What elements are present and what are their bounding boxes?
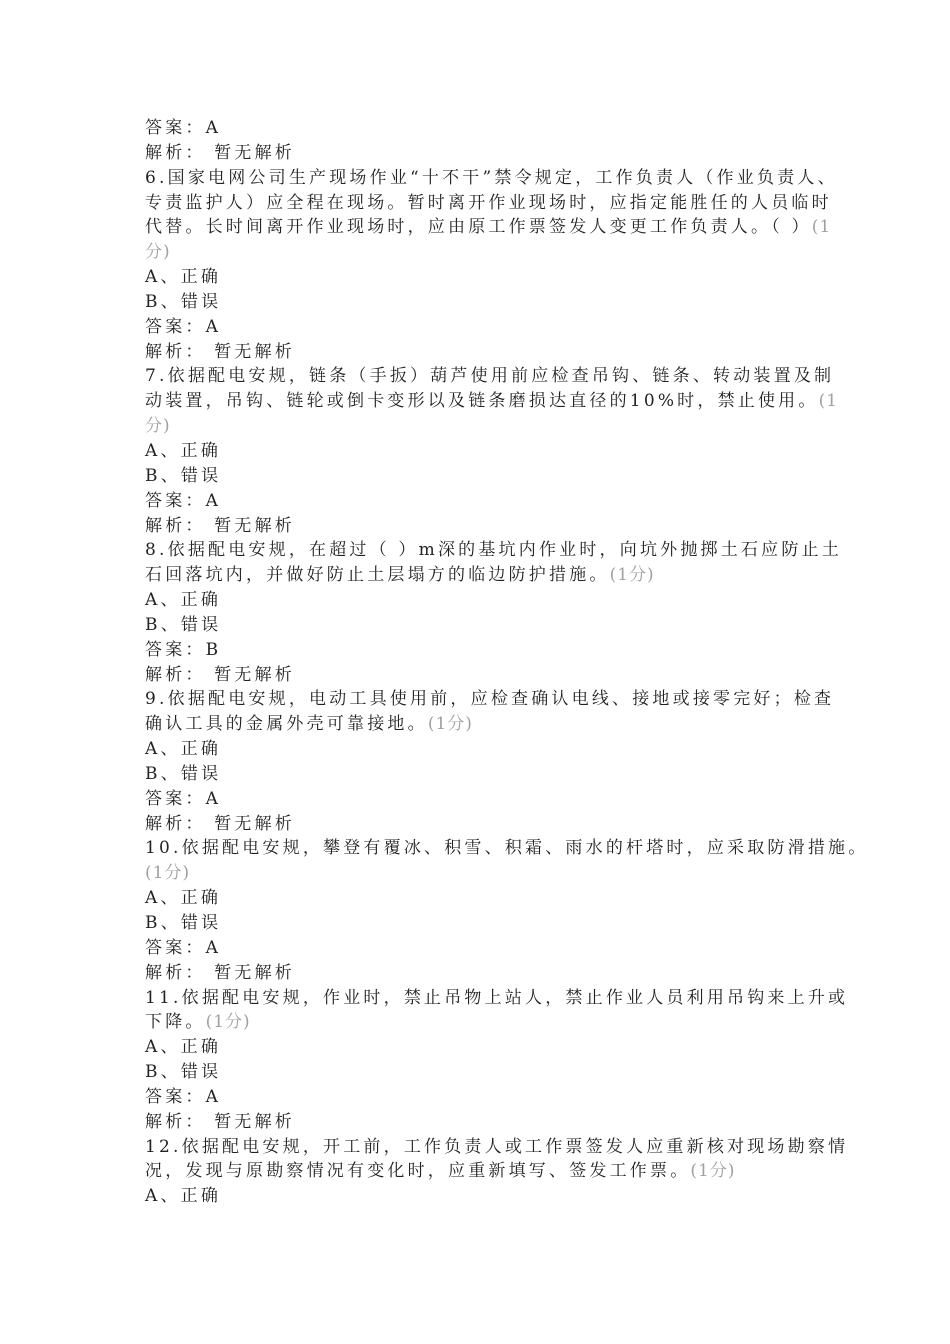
question-stem-line bbox=[145, 712, 825, 737]
question-stem-line bbox=[145, 414, 825, 439]
analysis-line: 解析： 暂无解析 bbox=[145, 1111, 296, 1132]
question bbox=[145, 538, 842, 687]
score-label: (1分) bbox=[609, 565, 655, 586]
analysis-line: 解析： 暂无解析 bbox=[145, 813, 296, 834]
stem-text: 8.依据配电安规，在超过（ ）m深的基坑内作业时，向坑外抛掷土石应防止土 bbox=[145, 540, 842, 561]
question-stem-line bbox=[145, 191, 832, 216]
option-line: B、错误 bbox=[145, 763, 222, 784]
question bbox=[145, 166, 838, 365]
question-stem-line bbox=[145, 836, 869, 861]
question-stem-line bbox=[145, 215, 832, 240]
analysis-line: 解析： 暂无解析 bbox=[145, 664, 296, 685]
question-stem-line bbox=[145, 861, 825, 886]
score-label: (1 bbox=[811, 217, 832, 238]
option-line: A、正确 bbox=[145, 440, 222, 461]
score-label: (1分) bbox=[205, 1012, 251, 1033]
question bbox=[145, 1135, 849, 1210]
stem-text: 9.依据配电安规，电动工具使用前，应检查确认电线、接地或接零完好；检查 bbox=[145, 689, 835, 710]
option-line: B、错误 bbox=[145, 614, 222, 635]
answer-line: 答案：A bbox=[145, 788, 222, 809]
question bbox=[145, 364, 839, 538]
document-body bbox=[145, 116, 869, 1209]
analysis-line: 解析： 暂无解析 bbox=[145, 142, 296, 163]
question-stem-line bbox=[145, 538, 842, 563]
answer-line: 答案：A bbox=[145, 1086, 222, 1107]
stem-text: 12.依据配电安规，开工前，工作负责人或工作票签发人应重新核对现场勘察情 bbox=[145, 1136, 849, 1157]
option-line: B、错误 bbox=[145, 913, 222, 933]
stem-text: 况，发现与原勘察情况有变化时，应重新填写、签发工作票。 bbox=[145, 1161, 691, 1182]
answer-line: 答案：A bbox=[145, 118, 222, 138]
option-line: A、正确 bbox=[145, 1186, 222, 1207]
question bbox=[145, 986, 849, 1135]
stem-text: 下降。 bbox=[145, 1012, 206, 1033]
stem-text: 6.国家电网公司生产现场作业“十不干”禁令规定，工作负责人（作业负责人、 bbox=[145, 167, 838, 188]
question-stem-line bbox=[145, 563, 825, 588]
score-label: 分) bbox=[145, 416, 171, 437]
analysis-line: 解析： 暂无解析 bbox=[145, 962, 296, 983]
question-stem-line bbox=[145, 687, 835, 712]
option-line: B、错误 bbox=[145, 465, 222, 486]
question bbox=[145, 836, 869, 985]
score-label: (1分) bbox=[145, 863, 191, 884]
question-stem-line bbox=[145, 1159, 825, 1184]
answer-line: 答案：A bbox=[145, 490, 222, 511]
question-stem-line bbox=[145, 1010, 825, 1035]
question-stem-line bbox=[145, 986, 849, 1011]
stem-text: 11.依据配电安规，作业时，禁止吊物上站人，禁止作业人员利用吊钩来上升或 bbox=[145, 987, 849, 1008]
option-line: A、正确 bbox=[145, 739, 222, 760]
question-stem-line bbox=[145, 1135, 849, 1160]
answer-line: 答案：A bbox=[145, 937, 222, 958]
stem-text: 10.依据配电安规，攀登有覆冰、积雪、积霜、雨水的杆塔时，应采取防滑措施。 bbox=[145, 838, 869, 859]
question bbox=[145, 687, 835, 836]
question-stem-line bbox=[145, 240, 825, 265]
answer-line: 答案：A bbox=[145, 316, 222, 337]
answer-line: 答案：B bbox=[145, 639, 222, 660]
question-stem-line bbox=[145, 166, 838, 191]
option-line: A、正确 bbox=[145, 267, 222, 288]
option-line: A、正确 bbox=[145, 590, 222, 611]
option-line: A、正确 bbox=[145, 1037, 222, 1058]
stem-text: 动装置，吊钩、链轮或倒卡变形以及链条磨损达直径的10%时，禁止使用。 bbox=[145, 391, 819, 412]
stem-text: 确认工具的金属外壳可靠接地。 bbox=[145, 714, 428, 735]
score-label: (1分) bbox=[427, 714, 473, 735]
stem-text: 代替。长时间离开作业现场时，应由原工作票签发人变更工作负责人。（ ） bbox=[145, 217, 812, 238]
score-label: (1分) bbox=[690, 1161, 736, 1182]
analysis-line: 解析： 暂无解析 bbox=[145, 515, 296, 536]
option-line: B、错误 bbox=[145, 291, 222, 312]
stem-text: 专责监护人）应全程在现场。暂时离开作业现场时，应指定能胜任的人员临时 bbox=[145, 192, 832, 213]
option-line: B、错误 bbox=[145, 1062, 222, 1083]
score-label: (1 bbox=[818, 391, 839, 412]
stem-text: 石回落坑内，并做好防止土层塌方的临边防护措施。 bbox=[145, 565, 610, 586]
stem-text: 7.依据配电安规，链条（手扳）葫芦使用前应检查吊钩、链条、转动装置及制 bbox=[145, 366, 835, 387]
score-label: 分) bbox=[145, 242, 171, 263]
question-stem-line bbox=[145, 364, 835, 389]
option-line: A、正确 bbox=[145, 888, 222, 909]
analysis-line: 解析： 暂无解析 bbox=[145, 341, 296, 362]
question-stem-line bbox=[145, 389, 839, 414]
